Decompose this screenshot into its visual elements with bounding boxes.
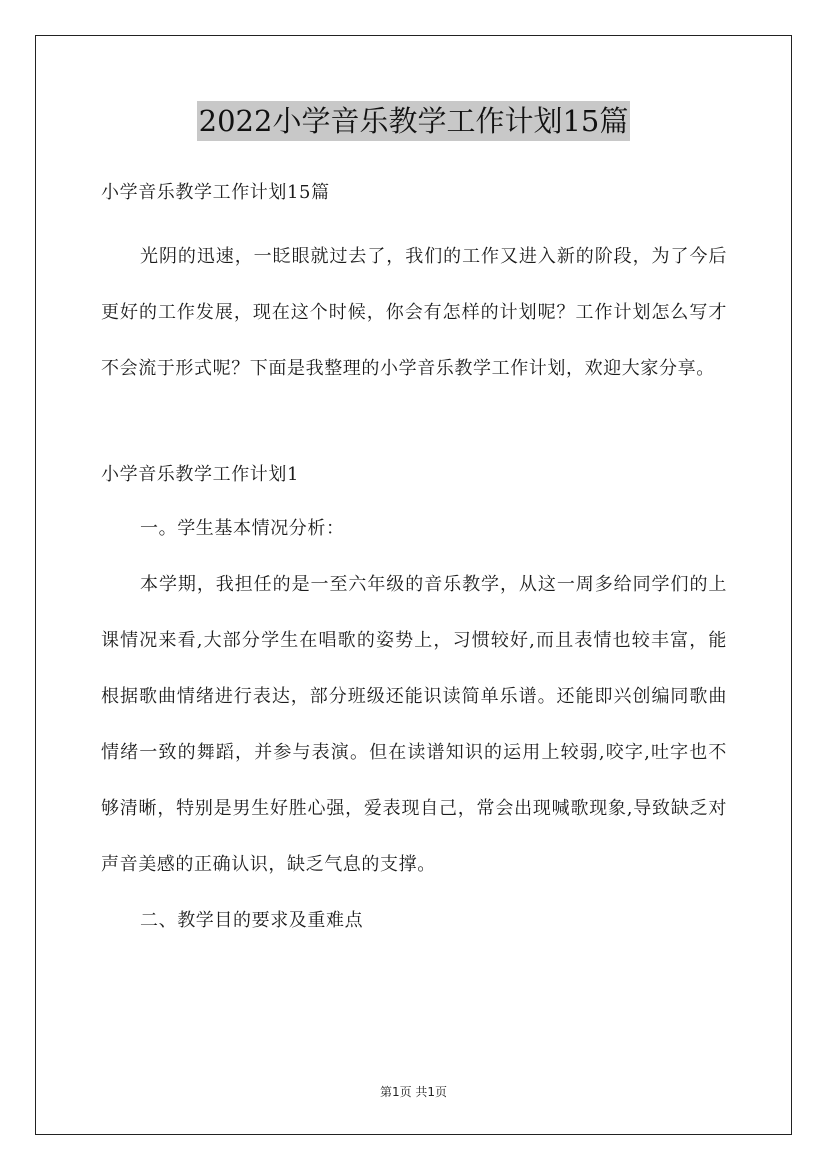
section-1-heading: 一。学生基本情况分析：: [140, 518, 345, 539]
page-footer: 第1页 共1页: [379, 1085, 448, 1099]
document-title: 2022小学音乐教学工作计划15篇: [197, 101, 631, 141]
title-container: [0, 101, 827, 141]
intro-paragraph: 光阴的迅速，一眨眼就过去了，我们的工作又进入新的阶段，为了今后更好的工作发展，现在这个时候，你会有怎样的计划呢？工作计划怎么写才不会流于形式呢？下面是我整理的小学音乐教学工作计划，欢迎大家分享。: [101, 246, 727, 379]
section-1-paragraph: 本学期，我担任的是一至六年级的音乐教学，从这一周多给同学们的上课情况来看,大部分学生在唱歌的姿势上，习惯较好,而且表情也较丰富，能根据歌曲情绪进行表达，部分班级还能识读简单乐谱。还能即兴创编同歌曲情绪一致的舞蹈，并参与表演。但在读谱知识的运用上较弱,咬字,吐字也不够清晰，特别是男生好胜心强，爱表现自己，常会出现喊歌现象,导致缺乏对声音美感的正确认识，缺乏气息的支撑。: [101, 574, 727, 875]
document-body: [101, 173, 727, 949]
document-subtitle: 小学音乐教学工作计划15篇: [101, 182, 330, 203]
section-2-heading: 二、教学目的要求及重难点: [140, 910, 364, 931]
plan-1-heading: 小学音乐教学工作计划1: [101, 464, 300, 485]
